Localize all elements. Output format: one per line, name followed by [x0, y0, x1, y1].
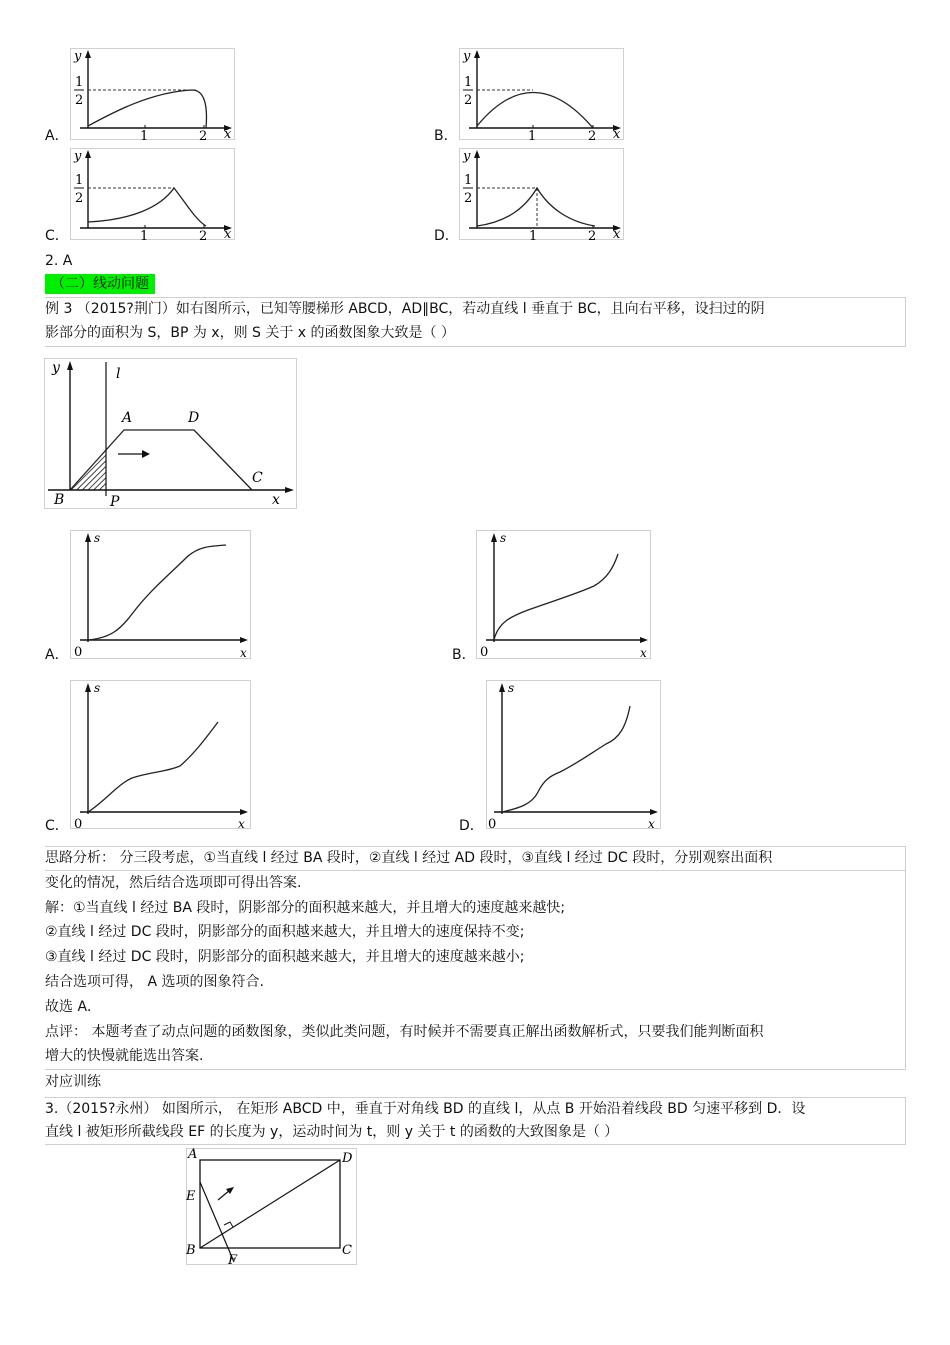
svg-text:1: 1 — [464, 75, 473, 90]
svg-text:2: 2 — [588, 129, 597, 141]
svg-text:2: 2 — [199, 129, 208, 141]
svg-text:x: x — [640, 646, 647, 660]
svg-text:s: s — [508, 681, 515, 695]
q2-graph-a — [70, 48, 236, 141]
svg-text:2: 2 — [588, 229, 597, 241]
svg-text:A: A — [122, 410, 133, 426]
svg-text:x: x — [224, 127, 232, 141]
svg-text:s: s — [94, 681, 101, 695]
svg-text:x: x — [613, 227, 621, 241]
svg-text:2: 2 — [464, 93, 473, 108]
ex3-graph-a — [70, 530, 252, 660]
svg-text:x: x — [613, 127, 621, 141]
svg-text:y: y — [74, 149, 82, 164]
svg-text:1: 1 — [75, 173, 84, 188]
svg-text:2: 2 — [75, 191, 84, 206]
solution-line-4: 结合选项可得， A 选项的图象符合. — [45, 974, 264, 990]
svg-text:x: x — [224, 227, 232, 241]
solution-answer: 故选 A． — [45, 999, 102, 1015]
solution-line-3: ③直线 l 经过 DC 段时，阴影部分的面积越来越大，并且增大的速度越来越小; — [45, 949, 525, 965]
svg-text:x: x — [272, 492, 280, 508]
svg-text:1: 1 — [140, 129, 149, 141]
svg-text:P: P — [110, 494, 120, 510]
svg-text:2: 2 — [75, 93, 84, 108]
q2-option-b-label[interactable]: B． — [434, 128, 458, 144]
svg-text:x: x — [648, 817, 655, 830]
svg-text:1: 1 — [464, 173, 473, 188]
q2-option-d-label[interactable]: D． — [434, 228, 459, 244]
ex3-graph-c — [70, 680, 252, 830]
svg-text:D: D — [342, 1151, 353, 1166]
svg-text:A: A — [188, 1148, 198, 1162]
example3-line2: 影部分的面积为 S，BP 为 x，则 S 关于 x 的函数图象大致是（ ） — [45, 325, 455, 341]
q3-line1: 3.（2015?永州） 如图所示， 在矩形 ABCD 中，垂直于对角线 BD 的直线 l，从点 B 开始沿着线段 BD 匀速平移到 D．设 — [45, 1101, 806, 1117]
svg-text:x: x — [238, 817, 245, 830]
svg-text:0: 0 — [480, 645, 489, 660]
svg-text:B: B — [186, 1243, 196, 1258]
q2-graph-b — [459, 48, 625, 141]
svg-text:y: y — [463, 149, 471, 164]
svg-text:s: s — [94, 531, 101, 545]
comment-line-2: 增大的快慢就能选出答案. — [45, 1048, 204, 1064]
training-title: 对应训练 — [45, 1074, 101, 1090]
svg-text:1: 1 — [140, 229, 149, 241]
q2-option-c-label[interactable]: C． — [45, 228, 69, 244]
ex3-trapezoid-figure — [44, 358, 298, 510]
svg-text:0: 0 — [488, 817, 497, 830]
svg-text:0: 0 — [74, 817, 83, 830]
svg-text:s: s — [500, 531, 507, 545]
svg-text:y: y — [52, 360, 60, 376]
ex3-option-d-label[interactable]: D． — [459, 818, 484, 834]
q2-option-a-label[interactable]: A． — [45, 128, 69, 144]
analysis-line-1: 思路分析： 分三段考虑，①当直线 l 经过 BA 段时，②直线 l 经过 AD 段时，③直线 l 经过 DC 段时，分别观察出面积 — [45, 850, 773, 866]
svg-text:1: 1 — [75, 75, 84, 90]
svg-text:y: y — [463, 49, 471, 64]
ex3-graph-b — [476, 530, 652, 660]
q2-graph-c — [70, 148, 236, 241]
svg-text:C: C — [252, 470, 263, 486]
svg-text:B: B — [54, 492, 65, 508]
svg-text:1: 1 — [529, 229, 538, 241]
svg-text:2: 2 — [464, 191, 473, 206]
q3-line2: 直线 l 被矩形所截线段 EF 的长度为 y，运动时间为 t，则 y 关于 t 的函数的大致图象是（ ） — [45, 1124, 619, 1140]
solution-line-2: ②直线 l 经过 DC 段时，阴影部分的面积越来越大，并且增大的速度保持不变; — [45, 924, 525, 940]
comment-line-1: 点评： 本题考查了动点问题的函数图象，类似此类问题，有时候并不需要真正解出函数解析式，只要我们能判断面积 — [45, 1024, 764, 1040]
ex3-option-c-label[interactable]: C． — [45, 818, 69, 834]
svg-text:l: l — [116, 366, 121, 382]
example3-line1: 例 3 （2015?荆门）如右图所示，已知等腰梯形 ABCD，AD∥BC，若动直线 l 垂直于 BC，且向右平移，设扫过的阴 — [45, 301, 765, 317]
svg-text:0: 0 — [74, 645, 83, 660]
svg-text:1: 1 — [528, 129, 537, 141]
q2-graph-d — [459, 148, 625, 241]
q2-answer: 2. A — [45, 253, 73, 269]
q3-rectangle-figure — [186, 1148, 358, 1266]
analysis-line-2: 变化的情况，然后结合选项即可得出答案. — [45, 875, 302, 891]
y-axis-label: y — [74, 49, 82, 64]
ex3-option-a-label[interactable]: A． — [45, 647, 69, 663]
svg-text:F: F — [228, 1253, 238, 1266]
svg-text:D: D — [188, 410, 200, 426]
solution-line-1: 解：①当直线 l 经过 BA 段时，阴影部分的面积越来越大，并且增大的速度越来越快; — [45, 900, 566, 916]
svg-text:x: x — [240, 646, 247, 660]
section-title: （二）线动问题 — [45, 274, 155, 294]
svg-text:C: C — [342, 1243, 352, 1258]
svg-text:2: 2 — [199, 229, 208, 241]
ex3-graph-d — [486, 680, 662, 830]
svg-text:E: E — [186, 1189, 196, 1204]
ex3-option-b-label[interactable]: B． — [452, 647, 476, 663]
